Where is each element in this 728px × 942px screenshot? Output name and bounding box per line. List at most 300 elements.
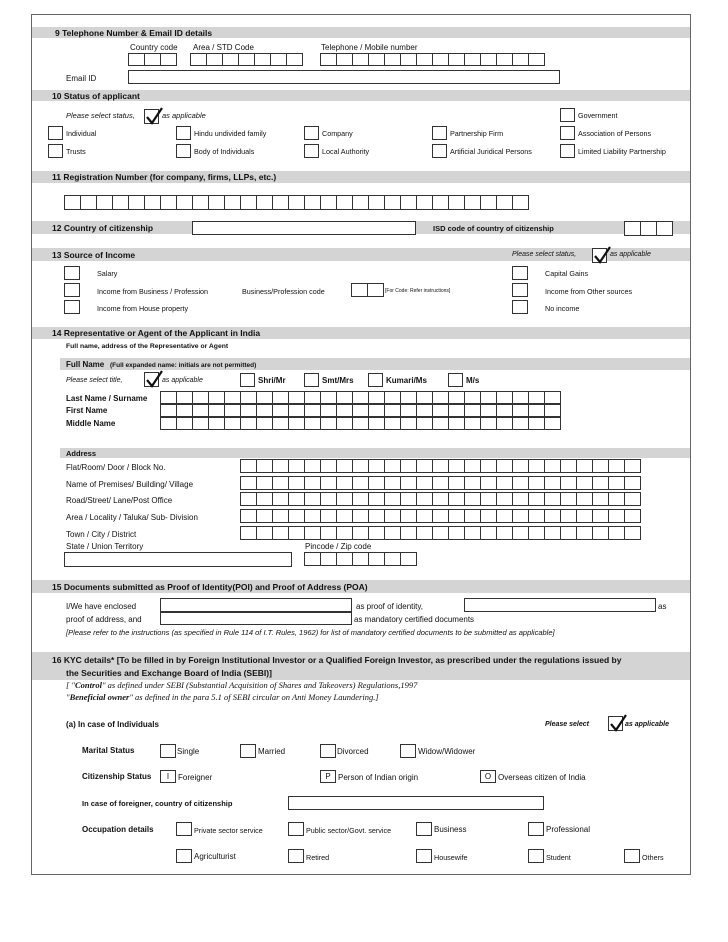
char-box[interactable] — [369, 391, 385, 404]
char-box[interactable] — [481, 476, 497, 490]
char-box[interactable] — [481, 404, 497, 417]
char-box[interactable] — [401, 417, 417, 430]
char-box[interactable] — [449, 391, 465, 404]
char-box[interactable] — [209, 417, 225, 430]
town-boxes[interactable] — [240, 526, 641, 540]
title-example-checkbox — [144, 372, 159, 387]
char-box[interactable] — [305, 476, 321, 490]
char-box[interactable] — [273, 476, 289, 490]
aop-checkbox[interactable] — [560, 126, 575, 140]
char-box[interactable] — [593, 526, 609, 540]
pio-checkbox[interactable]: P — [320, 770, 336, 783]
area-boxes[interactable] — [240, 509, 641, 523]
email-field[interactable] — [128, 70, 560, 84]
char-box[interactable] — [465, 509, 481, 523]
business-income-label: Income from Business / Profession — [97, 287, 209, 296]
char-box[interactable] — [353, 404, 369, 417]
char-box[interactable] — [465, 526, 481, 540]
char-box[interactable] — [353, 552, 369, 566]
char-box[interactable] — [545, 391, 561, 404]
char-box[interactable] — [193, 404, 209, 417]
char-box[interactable] — [305, 552, 321, 566]
char-box[interactable] — [449, 459, 465, 473]
char-box[interactable] — [449, 526, 465, 540]
char-box[interactable] — [369, 509, 385, 523]
char-box[interactable] — [625, 476, 641, 490]
char-box[interactable] — [593, 492, 609, 506]
char-box[interactable] — [481, 391, 497, 404]
char-box[interactable] — [305, 459, 321, 473]
local-authority-checkbox[interactable] — [304, 144, 319, 158]
char-box[interactable] — [497, 404, 513, 417]
char-box[interactable] — [513, 459, 529, 473]
char-box[interactable] — [481, 509, 497, 523]
no-income-checkbox[interactable] — [512, 300, 528, 314]
char-box[interactable] — [257, 459, 273, 473]
char-box[interactable] — [609, 509, 625, 523]
char-box[interactable] — [193, 417, 209, 430]
country-code-boxes[interactable] — [128, 53, 177, 66]
char-box[interactable] — [449, 476, 465, 490]
char-box[interactable] — [561, 509, 577, 523]
mandatory-document-field[interactable] — [160, 612, 352, 625]
char-box[interactable] — [289, 417, 305, 430]
char-box[interactable] — [305, 526, 321, 540]
public-sector-checkbox[interactable] — [288, 822, 304, 836]
char-box[interactable] — [529, 526, 545, 540]
char-box[interactable] — [289, 476, 305, 490]
char-box[interactable] — [353, 526, 369, 540]
char-box[interactable] — [305, 417, 321, 430]
char-box[interactable] — [433, 391, 449, 404]
char-box[interactable] — [513, 492, 529, 506]
char-box[interactable] — [161, 417, 177, 430]
char-box[interactable] — [433, 404, 449, 417]
section-14-title: 14 Representative or Agent of the Applicant in India — [52, 328, 261, 338]
char-box[interactable] — [481, 492, 497, 506]
char-box[interactable] — [385, 492, 401, 506]
government-checkbox[interactable] — [560, 108, 575, 122]
char-box[interactable] — [529, 391, 545, 404]
business-code-boxes[interactable] — [351, 283, 384, 297]
retired-checkbox[interactable] — [288, 849, 304, 863]
char-box[interactable] — [241, 417, 257, 430]
business-income-checkbox[interactable] — [64, 283, 80, 297]
char-box[interactable] — [257, 417, 273, 430]
char-box[interactable] — [433, 459, 449, 473]
case-individuals-label: (a) In case of Individuals — [66, 720, 159, 729]
char-box[interactable] — [369, 552, 385, 566]
flat-boxes[interactable] — [240, 459, 641, 473]
section-11-title: 11 Registration Number (for company, firms, LLPs, etc.) — [52, 172, 277, 182]
char-box[interactable] — [257, 476, 273, 490]
char-box[interactable] — [305, 492, 321, 506]
foreigner-checkbox[interactable]: I — [160, 770, 176, 783]
char-box[interactable] — [385, 509, 401, 523]
char-box[interactable] — [273, 417, 289, 430]
ajp-checkbox[interactable] — [432, 144, 447, 158]
char-box[interactable] — [561, 459, 577, 473]
char-box[interactable] — [513, 526, 529, 540]
char-box[interactable] — [353, 492, 369, 506]
char-box[interactable] — [545, 404, 561, 417]
char-box[interactable] — [321, 526, 337, 540]
char-box[interactable] — [209, 391, 225, 404]
individual-label: Individual — [66, 129, 97, 138]
char-box[interactable] — [417, 404, 433, 417]
title-as-applicable: as applicable — [162, 377, 203, 384]
boi-label: Body of Individuals — [194, 147, 255, 156]
first-name-label: First Name — [66, 406, 108, 415]
char-box[interactable] — [337, 391, 353, 404]
char-box[interactable] — [433, 526, 449, 540]
single-label: Single — [177, 747, 200, 756]
char-box[interactable] — [321, 459, 337, 473]
char-box[interactable] — [609, 492, 625, 506]
premises-boxes[interactable] — [240, 476, 641, 490]
char-box[interactable] — [417, 391, 433, 404]
char-box[interactable] — [305, 391, 321, 404]
char-box[interactable] — [417, 417, 433, 430]
char-box[interactable] — [513, 509, 529, 523]
full-name-note: (Full expanded name: initials are not permitted) — [110, 362, 257, 369]
char-box[interactable] — [273, 404, 289, 417]
shri-mr-checkbox[interactable] — [240, 373, 255, 387]
private-sector-label: Private sector service — [194, 826, 263, 835]
char-box[interactable] — [401, 459, 417, 473]
char-box[interactable] — [465, 492, 481, 506]
trusts-checkbox[interactable] — [48, 144, 63, 158]
char-box[interactable] — [545, 417, 561, 430]
foreigner-label: Foreigner — [178, 773, 213, 782]
proof-address-label: proof of address, and — [66, 615, 142, 624]
char-box[interactable] — [289, 391, 305, 404]
char-box[interactable] — [337, 417, 353, 430]
status-as-applicable: as applicable — [162, 111, 206, 120]
char-box[interactable] — [321, 417, 337, 430]
char-box[interactable] — [369, 492, 385, 506]
char-box[interactable] — [225, 391, 241, 404]
other-sources-checkbox[interactable] — [512, 283, 528, 297]
char-box[interactable] — [337, 509, 353, 523]
char-box[interactable] — [273, 459, 289, 473]
char-box[interactable] — [385, 404, 401, 417]
married-checkbox[interactable] — [240, 744, 256, 758]
char-box[interactable] — [465, 417, 481, 430]
char-box[interactable] — [401, 391, 417, 404]
char-box[interactable] — [497, 526, 513, 540]
capital-gains-checkbox[interactable] — [512, 266, 528, 280]
char-box[interactable] — [433, 492, 449, 506]
llp-label: Limited Liability Partnership — [578, 147, 666, 156]
char-box[interactable] — [593, 476, 609, 490]
char-box[interactable] — [289, 459, 305, 473]
char-box[interactable] — [385, 526, 401, 540]
business-occ-checkbox[interactable] — [416, 822, 432, 836]
professional-checkbox[interactable] — [528, 822, 544, 836]
char-box[interactable] — [497, 492, 513, 506]
char-box[interactable] — [353, 459, 369, 473]
name-grid[interactable] — [160, 391, 561, 430]
char-box[interactable] — [513, 404, 529, 417]
char-box[interactable] — [513, 417, 529, 430]
char-box[interactable] — [337, 552, 353, 566]
char-box[interactable] — [433, 417, 449, 430]
char-box[interactable] — [417, 476, 433, 490]
char-box[interactable] — [289, 526, 305, 540]
char-box[interactable] — [385, 552, 401, 566]
as-proof-identity-label: as proof of identity, — [356, 602, 423, 611]
town-label: Town / City / District — [66, 530, 137, 539]
char-box[interactable] — [529, 509, 545, 523]
char-box[interactable] — [369, 476, 385, 490]
no-income-label: No income — [545, 304, 580, 313]
others-checkbox[interactable] — [624, 849, 640, 863]
char-box[interactable] — [369, 526, 385, 540]
ms-checkbox[interactable] — [448, 373, 463, 387]
char-box[interactable] — [401, 526, 417, 540]
char-box[interactable] — [257, 509, 273, 523]
char-box[interactable] — [529, 492, 545, 506]
huf-checkbox[interactable] — [176, 126, 191, 140]
char-box[interactable] — [497, 459, 513, 473]
section-16-title-2: the Securities and Exchange Board of India (SEBI)] — [66, 668, 272, 678]
char-box[interactable] — [465, 459, 481, 473]
partnership-label: Partnership Firm — [450, 129, 504, 138]
shri-mr-label: Shri/Mr — [258, 376, 286, 385]
char-box[interactable] — [529, 476, 545, 490]
char-box[interactable] — [177, 404, 193, 417]
char-box[interactable] — [449, 509, 465, 523]
char-box[interactable] — [529, 417, 545, 430]
salary-checkbox[interactable] — [64, 266, 80, 280]
char-box[interactable] — [561, 526, 577, 540]
char-box[interactable] — [241, 476, 257, 490]
road-boxes[interactable] — [240, 492, 641, 506]
char-box[interactable] — [577, 459, 593, 473]
smt-mrs-label: Smt/Mrs — [322, 376, 354, 385]
char-box[interactable] — [577, 476, 593, 490]
ms-label: M/s — [466, 376, 480, 385]
char-box[interactable] — [353, 476, 369, 490]
char-box[interactable] — [273, 526, 289, 540]
char-box[interactable] — [369, 459, 385, 473]
income-please-select: Please select status, — [512, 251, 577, 258]
char-box[interactable] — [481, 459, 497, 473]
aop-label: Association of Persons — [578, 129, 652, 138]
char-box[interactable] — [177, 417, 193, 430]
char-box[interactable] — [225, 404, 241, 417]
divorced-checkbox[interactable] — [320, 744, 336, 758]
char-box[interactable] — [497, 509, 513, 523]
char-box[interactable] — [209, 404, 225, 417]
student-checkbox[interactable] — [528, 849, 544, 863]
private-sector-checkbox[interactable] — [176, 822, 192, 836]
professional-label: Professional — [546, 825, 591, 834]
char-box[interactable] — [177, 391, 193, 404]
char-box[interactable] — [449, 492, 465, 506]
widow-checkbox[interactable] — [400, 744, 416, 758]
char-box[interactable] — [497, 417, 513, 430]
area-std-boxes[interactable] — [190, 53, 303, 66]
char-box[interactable] — [577, 509, 593, 523]
char-box[interactable] — [465, 391, 481, 404]
poi-document-field[interactable] — [160, 598, 352, 612]
section-10-title: 10 Status of applicant — [52, 91, 140, 101]
char-box[interactable] — [273, 492, 289, 506]
char-box[interactable] — [161, 391, 177, 404]
agriculturist-checkbox[interactable] — [176, 849, 192, 863]
char-box[interactable] — [545, 476, 561, 490]
poa-document-field[interactable] — [464, 598, 656, 612]
char-box[interactable] — [241, 391, 257, 404]
smt-mrs-checkbox[interactable] — [304, 373, 319, 387]
char-box[interactable] — [369, 417, 385, 430]
char-box[interactable] — [513, 391, 529, 404]
char-box[interactable] — [625, 526, 641, 540]
marital-status-label: Marital Status — [82, 746, 135, 755]
kumari-ms-label: Kumari/Ms — [386, 376, 427, 385]
char-box[interactable] — [257, 492, 273, 506]
char-box[interactable] — [353, 391, 369, 404]
char-box[interactable] — [545, 526, 561, 540]
char-box[interactable] — [545, 509, 561, 523]
pincode-boxes[interactable] — [304, 552, 417, 566]
char-box[interactable] — [289, 509, 305, 523]
char-box[interactable] — [465, 476, 481, 490]
char-box[interactable] — [385, 417, 401, 430]
section-13-title: 13 Source of Income — [52, 250, 136, 260]
char-box[interactable] — [321, 509, 337, 523]
char-box[interactable] — [481, 526, 497, 540]
registration-number-boxes[interactable] — [64, 195, 529, 210]
char-box[interactable] — [401, 552, 417, 566]
char-box[interactable] — [193, 391, 209, 404]
foreigner-country-field[interactable] — [288, 796, 544, 810]
char-box[interactable] — [577, 492, 593, 506]
char-box[interactable] — [417, 492, 433, 506]
area-std-label: Area / STD Code — [193, 43, 254, 52]
house-property-checkbox[interactable] — [64, 300, 80, 314]
char-box[interactable] — [497, 391, 513, 404]
char-box[interactable] — [225, 417, 241, 430]
char-box[interactable] — [625, 509, 641, 523]
char-box[interactable] — [337, 526, 353, 540]
char-box[interactable] — [545, 492, 561, 506]
address-label: Address — [66, 449, 97, 458]
char-box[interactable] — [529, 404, 545, 417]
company-checkbox[interactable] — [304, 126, 319, 140]
char-box[interactable] — [353, 417, 369, 430]
housewife-checkbox[interactable] — [416, 849, 432, 863]
char-box[interactable] — [241, 459, 257, 473]
char-box[interactable] — [385, 459, 401, 473]
char-box[interactable] — [257, 526, 273, 540]
char-box[interactable] — [577, 526, 593, 540]
char-box[interactable] — [161, 404, 177, 417]
char-box[interactable] — [561, 476, 577, 490]
char-box[interactable] — [417, 526, 433, 540]
char-box[interactable] — [337, 459, 353, 473]
char-box[interactable] — [321, 476, 337, 490]
char-box[interactable] — [609, 459, 625, 473]
char-box[interactable] — [321, 404, 337, 417]
char-box[interactable] — [305, 509, 321, 523]
char-box[interactable] — [449, 404, 465, 417]
char-box[interactable] — [337, 492, 353, 506]
char-box[interactable] — [481, 417, 497, 430]
isd-code-boxes[interactable] — [624, 221, 673, 236]
char-box[interactable] — [545, 459, 561, 473]
char-box[interactable] — [593, 509, 609, 523]
char-box[interactable] — [241, 526, 257, 540]
char-box[interactable] — [401, 404, 417, 417]
char-box[interactable] — [609, 526, 625, 540]
local-authority-label: Local Authority — [322, 147, 370, 156]
char-box[interactable] — [241, 492, 257, 506]
char-box[interactable] — [385, 391, 401, 404]
country-of-citizenship-field[interactable] — [192, 221, 416, 235]
char-box[interactable] — [449, 417, 465, 430]
kumari-ms-checkbox[interactable] — [368, 373, 383, 387]
char-box[interactable] — [241, 509, 257, 523]
char-box[interactable] — [257, 404, 273, 417]
char-box[interactable] — [241, 404, 257, 417]
llp-checkbox[interactable] — [560, 144, 575, 158]
individual-checkbox[interactable] — [48, 126, 63, 140]
char-box[interactable] — [273, 509, 289, 523]
char-box[interactable] — [353, 509, 369, 523]
char-box[interactable] — [465, 404, 481, 417]
char-box[interactable] — [369, 404, 385, 417]
char-box[interactable] — [593, 459, 609, 473]
boi-checkbox[interactable] — [176, 144, 191, 158]
char-box[interactable] — [401, 476, 417, 490]
telephone-boxes[interactable] — [320, 53, 545, 66]
char-box[interactable] — [385, 476, 401, 490]
char-box[interactable] — [625, 492, 641, 506]
partnership-checkbox[interactable] — [432, 126, 447, 140]
char-box[interactable] — [337, 404, 353, 417]
char-box[interactable] — [321, 492, 337, 506]
char-box[interactable] — [401, 509, 417, 523]
char-box[interactable] — [609, 476, 625, 490]
char-box[interactable] — [401, 492, 417, 506]
state-field[interactable] — [64, 552, 292, 567]
char-box[interactable] — [289, 404, 305, 417]
char-box[interactable] — [337, 476, 353, 490]
char-box[interactable] — [289, 492, 305, 506]
oci-checkbox[interactable]: O — [480, 770, 496, 783]
email-label: Email ID — [66, 74, 97, 83]
char-box[interactable] — [273, 391, 289, 404]
char-box[interactable] — [417, 459, 433, 473]
area-label: Area / Locality / Taluka/ Sub- Division — [66, 513, 198, 522]
char-box[interactable] — [497, 476, 513, 490]
char-box[interactable] — [561, 492, 577, 506]
char-box[interactable] — [433, 476, 449, 490]
char-box[interactable] — [321, 391, 337, 404]
single-checkbox[interactable] — [160, 744, 176, 758]
char-box[interactable] — [529, 459, 545, 473]
char-box[interactable] — [625, 459, 641, 473]
char-box[interactable] — [257, 391, 273, 404]
char-box[interactable] — [417, 509, 433, 523]
char-box[interactable] — [513, 476, 529, 490]
char-box[interactable] — [321, 552, 337, 566]
char-box[interactable] — [305, 404, 321, 417]
char-box[interactable] — [433, 509, 449, 523]
